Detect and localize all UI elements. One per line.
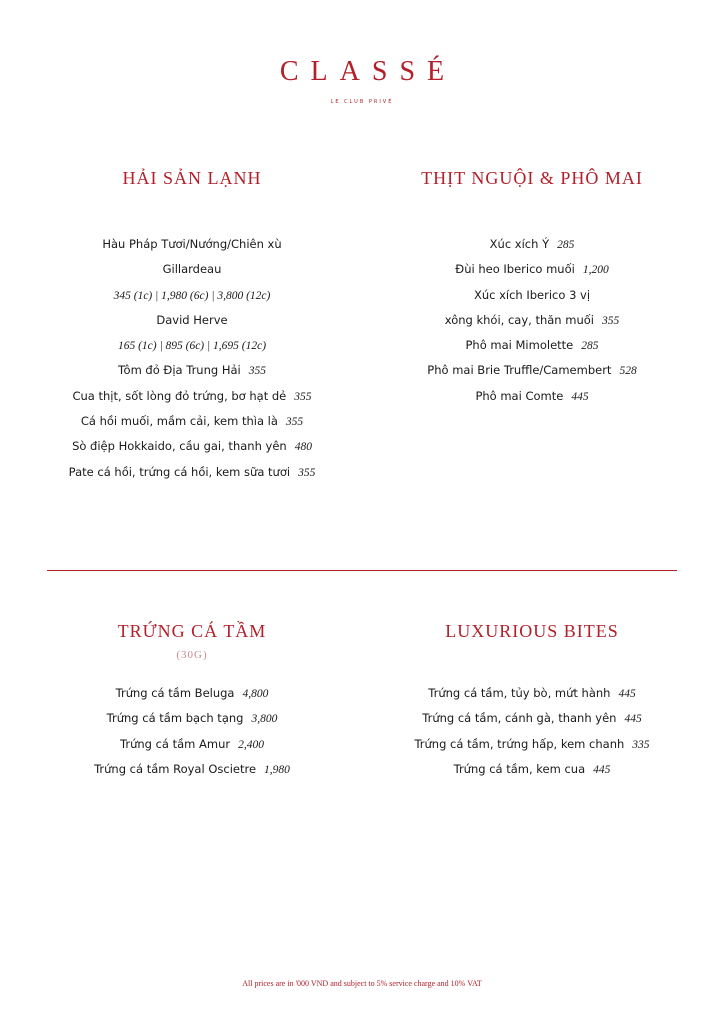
menu-item-price: 445 <box>571 390 589 403</box>
menu-item <box>382 283 682 308</box>
menu-item <box>382 384 682 409</box>
menu-item-name: Trứng cá tầm bạch tạng <box>106 711 244 726</box>
menu-item <box>382 757 682 782</box>
menu-item <box>382 308 682 333</box>
menu-item <box>382 333 682 358</box>
menu-item-price: 355 <box>294 390 312 403</box>
menu-item-price: 355 <box>601 314 620 327</box>
menu-item-price: 335 <box>632 738 650 751</box>
menu-item-price: 528 <box>619 365 637 378</box>
menu-item <box>382 681 682 706</box>
menu-item <box>382 732 682 757</box>
menu-item <box>42 257 342 282</box>
menu-item-name: Cá hồi muối, mầm cải, kem thìa là <box>80 414 278 429</box>
section-subtitle-caviar: (30G) <box>176 649 208 661</box>
section-title-cold-seafood: HẢI SẢN LẠNH <box>122 168 262 188</box>
section-title-caviar: TRỨNG CÁ TẦM <box>117 621 267 641</box>
menu-item-price: 355 <box>248 365 266 378</box>
menu-list-cold-seafood <box>42 232 342 485</box>
menu-item-price: 355 <box>298 466 316 479</box>
menu-item <box>382 358 682 383</box>
menu-item-price: 4,800 <box>242 688 269 700</box>
section-title-charcuterie: THỊT NGUỘI & PHÔ MAI <box>421 168 643 188</box>
menu-list-luxurious-bites <box>382 681 682 782</box>
menu-item-price: 1,980 <box>264 763 290 776</box>
menu-item-name: 165 (1c) | 895 (6c) | 1,695 (12c) <box>117 340 267 353</box>
section-title-luxurious-bites: LUXURIOUS BITES <box>445 621 619 641</box>
menu-list-charcuterie <box>382 232 682 409</box>
menu-item <box>382 232 682 257</box>
section-divider <box>47 570 677 571</box>
menu-item <box>42 283 342 308</box>
menu-item <box>42 409 342 434</box>
menu-item-name: Trứng cá tầm Beluga <box>115 686 235 700</box>
menu-item <box>42 681 342 706</box>
menu-item <box>42 706 342 731</box>
menu-item-name: xông khói, cay, thăn muối <box>444 312 594 327</box>
menu-item <box>42 333 342 358</box>
menu-item <box>42 757 342 782</box>
menu-item <box>42 232 342 257</box>
menu-item <box>382 706 682 731</box>
price-footnote: All prices are in '000 VND and subject to 5% service charge and 10% VAT <box>242 979 482 988</box>
menu-item-name: Trứng cá tầm Royal Oscietre <box>94 761 257 776</box>
menu-item-name: David Herve <box>156 312 228 327</box>
menu-item-name: Gillardeau <box>162 262 222 277</box>
menu-item-price: 1,200 <box>582 264 609 277</box>
menu-item-name: 345 (1c) | 1,980 (6c) | 3,800 (12c) <box>113 289 271 302</box>
menu-item-price: 445 <box>624 713 642 726</box>
menu-item-price: 285 <box>557 239 575 251</box>
menu-item-name: Tôm đỏ Địa Trung Hải <box>118 363 241 378</box>
menu-item-price: 445 <box>618 688 636 700</box>
menu-item <box>382 257 682 282</box>
menu-item-name: Trứng cá tầm, trứng hấp, kem chanh <box>414 736 625 751</box>
menu-item-price: 480 <box>294 441 312 454</box>
menu-item-price: 355 <box>285 416 304 429</box>
menu-item-name: Phô mai Mimolette <box>465 338 574 353</box>
menu-item-price: 445 <box>593 763 611 776</box>
menu-item-price: 2,400 <box>238 738 264 751</box>
menu-item <box>42 434 342 459</box>
menu-item-name: Xúc xích Ý <box>489 237 550 251</box>
menu-item-name: Pate cá hồi, trứng cá hồi, kem sữa tươi <box>68 464 291 479</box>
menu-list-caviar <box>42 681 342 782</box>
menu-item <box>42 732 342 757</box>
menu-item-name: Sò điệp Hokkaido, cầu gai, thanh yên <box>72 439 287 454</box>
menu-item-name: Phô mai Brie Truffle/Camembert <box>427 363 612 378</box>
menu-item-name: Đùi heo Iberico muối <box>455 262 575 277</box>
menu-item-name: Phô mai Comte <box>475 388 564 403</box>
menu-item <box>42 460 342 485</box>
menu-item-name: Trứng cá tầm, tủy bò, mứt hành <box>428 686 611 700</box>
menu-item-name: Hàu Pháp Tươi/Nướng/Chiên xù <box>102 237 282 251</box>
menu-item-name: Trứng cá tầm, cánh gà, thanh yên <box>422 711 617 726</box>
menu-item-name: Cua thịt, sốt lòng đỏ trứng, bơ hạt dẻ <box>72 388 287 403</box>
menu-item-price: 3,800 <box>251 713 278 726</box>
menu-item-name: Trứng cá tầm Amur <box>120 736 231 751</box>
menu-item <box>42 384 342 409</box>
brand-logo: CLASSÉ <box>279 56 457 87</box>
menu-item <box>42 308 342 333</box>
brand-tagline: LE CLUB PRIVÉ <box>330 99 394 105</box>
menu-item-name: Trứng cá tầm, kem cua <box>453 761 586 776</box>
menu-item <box>42 358 342 383</box>
menu-item-price: 285 <box>581 340 599 353</box>
menu-item-name: Xúc xích Iberico 3 vị <box>473 287 591 302</box>
